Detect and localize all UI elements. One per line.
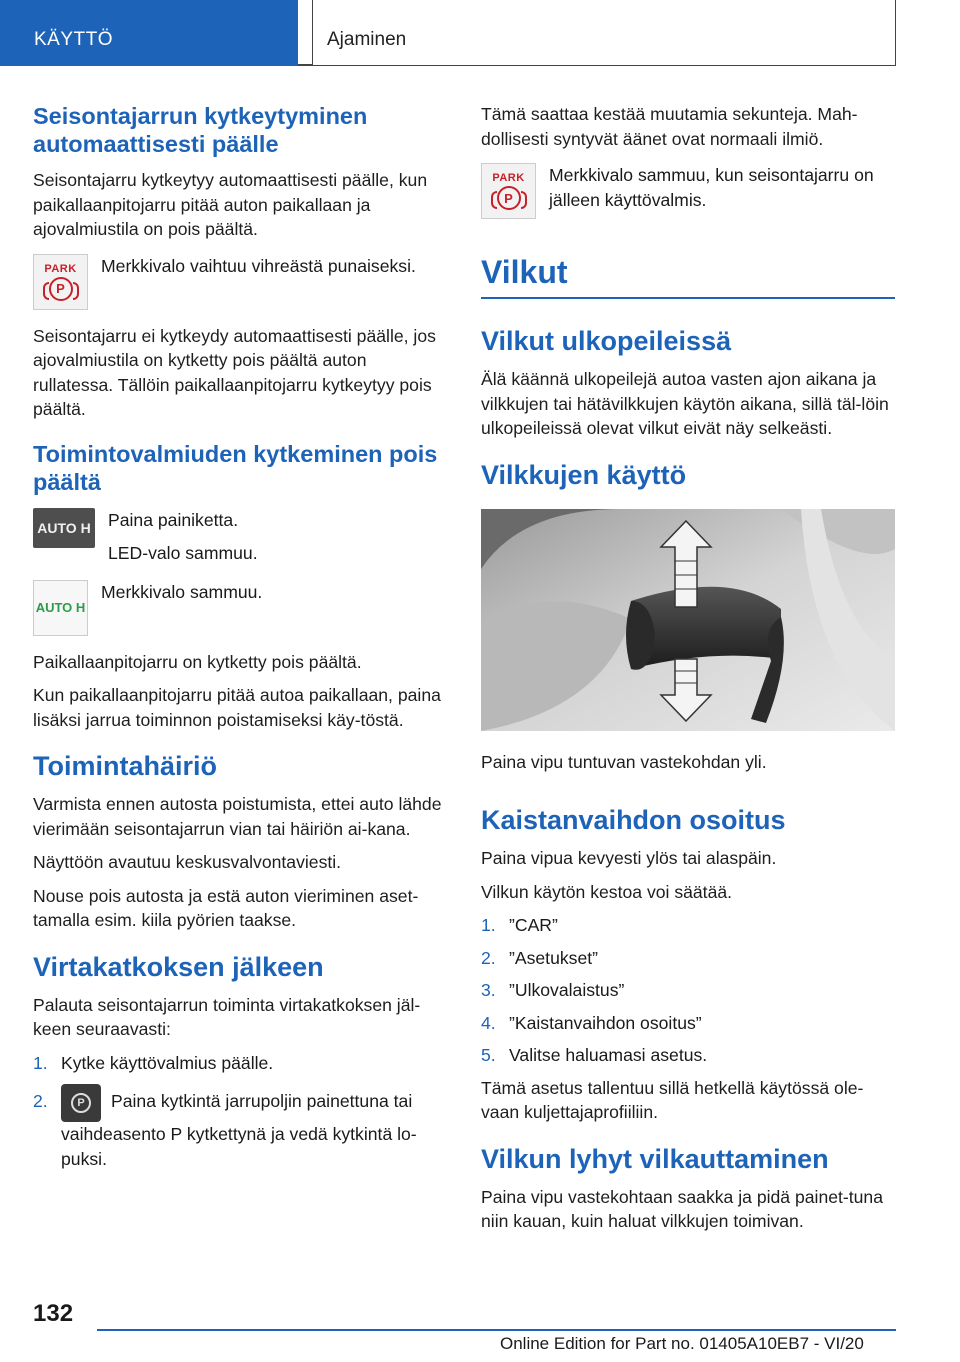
indicator-text: Merkkivalo sammuu, kun seisontajarru on jälleen käyttövalmis.	[549, 165, 874, 210]
list-item: 4. ”Kaistanvaihdon osoitus”	[481, 1012, 702, 1033]
chapter-heading-turn-signals: Vilkut	[481, 253, 895, 299]
paragraph: Nouse pois autosta ja estä auton vieriminen aset-tamalla esim. kiila pyörien taakse.	[33, 885, 419, 930]
steps-list	[33, 1051, 447, 1172]
heading-short-flash: Vilkun lyhyt vilkauttaminen	[481, 1143, 829, 1174]
left-column	[33, 102, 447, 1179]
right-column	[481, 102, 895, 1243]
heading-deactivate: Toimintovalmiuden kytkeminen pois päältä	[33, 440, 438, 495]
indicator-text: Merkkivalo sammuu.	[101, 581, 263, 602]
indicator-row	[481, 163, 895, 219]
paragraph: Näyttöön avautuu keskusvalvontaviesti.	[33, 852, 342, 872]
indicator-row	[33, 580, 447, 636]
park-brake-icon	[33, 254, 88, 310]
indicator-text: Merkkivalo vaihtuu vihreästä punaiseksi.	[101, 255, 416, 276]
paragraph: Paikallaanpitojarru on kytketty pois päältä.	[33, 651, 362, 672]
park-label: PARK	[492, 172, 525, 184]
figure-caption: Paina vipu tuntuvan vastekohdan yli.	[481, 751, 767, 772]
paragraph: Seisontajarru kytkeytyy automaattisesti päälle, kun paikallaanpitojarru pitää auton paikallaan ja ajovalmiustila on pois päältä.	[33, 170, 428, 239]
list-item: 5. Valitse haluamasi asetus.	[481, 1045, 708, 1065]
button-row	[33, 508, 447, 566]
parking-brake-switch-icon: P	[61, 1084, 101, 1122]
settings-path-list	[481, 913, 895, 1068]
heading-mirror-signals: Vilkut ulkopeileissä	[481, 326, 732, 356]
paragraph: Älä käännä ulkopeilejä autoa vasten ajon aikana ja vilkkujen tai hätävilkkujen käytön aikana, sillä täl-löin ulkopeileissä olevat vilkut eivät näy selkeästi.	[481, 369, 889, 438]
paragraph: Vilkun käytön kestoa voi säätää.	[481, 881, 733, 902]
paragraph: Palauta seisontajarrun toiminta virtakatkoksen jäl-keen seuraavasti:	[33, 994, 421, 1039]
auto-h-button-icon: AUTO H	[33, 508, 95, 548]
paragraph: Paina vipu vastekohtaan saakka ja pidä painet-tuna niin kauan, kuin haluat vilkkujen toimivan.	[481, 1186, 884, 1231]
edition-footer: Online Edition for Part no. 01405A10EB7 - VI/20	[500, 1334, 864, 1353]
page-number: 132	[33, 1300, 74, 1327]
list-item: 2. P Paina kytkintä jarrupoljin painettuna tai vaihdeasento P kytkettynä ja vedä kytkintä lo-puksi.	[33, 1089, 447, 1171]
paragraph: Tämä saattaa kestää muutamia sekunteja. Mah-dollisesti syntyvät äänet ovat normaali ilmiö.	[481, 104, 858, 149]
turn-signal-lever-illustration	[481, 509, 895, 731]
list-item: 3. ”Ulkovalaistus”	[481, 980, 625, 1000]
page-header	[0, 0, 960, 66]
footer-rule	[97, 1329, 896, 1331]
list-item: 1. ”CAR”	[481, 915, 558, 935]
paragraph: Seisontajarru ei kytkeydy automaattisesti päälle, jos ajovalmiustila on kytketty pois päältä auton rullatessa. Tällöin paikallaanpitojarru kytkeytyy pois päältä.	[33, 325, 436, 419]
indicator-row	[33, 254, 447, 310]
instruction-text: Paina painiketta.	[108, 509, 239, 530]
instruction-text: LED-valo sammuu.	[108, 543, 258, 563]
heading-power-failure: Virtakatkoksen jälkeen	[33, 951, 324, 982]
heading-using-signals: Vilkkujen käyttö	[481, 459, 687, 490]
chapter-title: Ajaminen	[312, 0, 896, 66]
list-item: 1. Kytke käyttövalmius päälle.	[33, 1052, 274, 1073]
auto-h-indicator-icon: AUTO H	[33, 580, 88, 636]
paragraph: Paina vipua kevyesti ylös tai alaspäin.	[481, 848, 777, 868]
park-brake-icon	[481, 163, 536, 219]
park-label: PARK	[44, 262, 77, 275]
park-symbol: P	[49, 277, 73, 301]
paragraph: Kun paikallaanpitojarru pitää autoa paikallaan, paina lisäksi jarrua toiminnon poistamiseksi käy-töstä.	[33, 685, 441, 730]
heading-auto-park-on: Seisontajarrun kytkeytyminen automaattisesti päälle	[33, 103, 368, 157]
section-tab: KÄYTTÖ	[0, 0, 298, 66]
paragraph: Varmista ennen autosta poistumista, ettei auto lähde vierimään seisontajarrun vian tai häiriön ai-kana.	[33, 794, 442, 839]
header-rule	[298, 64, 312, 66]
paragraph: Tämä asetus tallentuu sillä hetkellä käytössä ole-vaan kuljettajaprofiiliin.	[481, 1077, 864, 1122]
heading-lane-change: Kaistanvaihdon osoitus	[481, 805, 786, 835]
heading-malfunction: Toimintahäiriö	[33, 751, 218, 781]
list-item: 2. ”Asetukset”	[481, 947, 598, 968]
park-symbol: P	[497, 186, 521, 210]
